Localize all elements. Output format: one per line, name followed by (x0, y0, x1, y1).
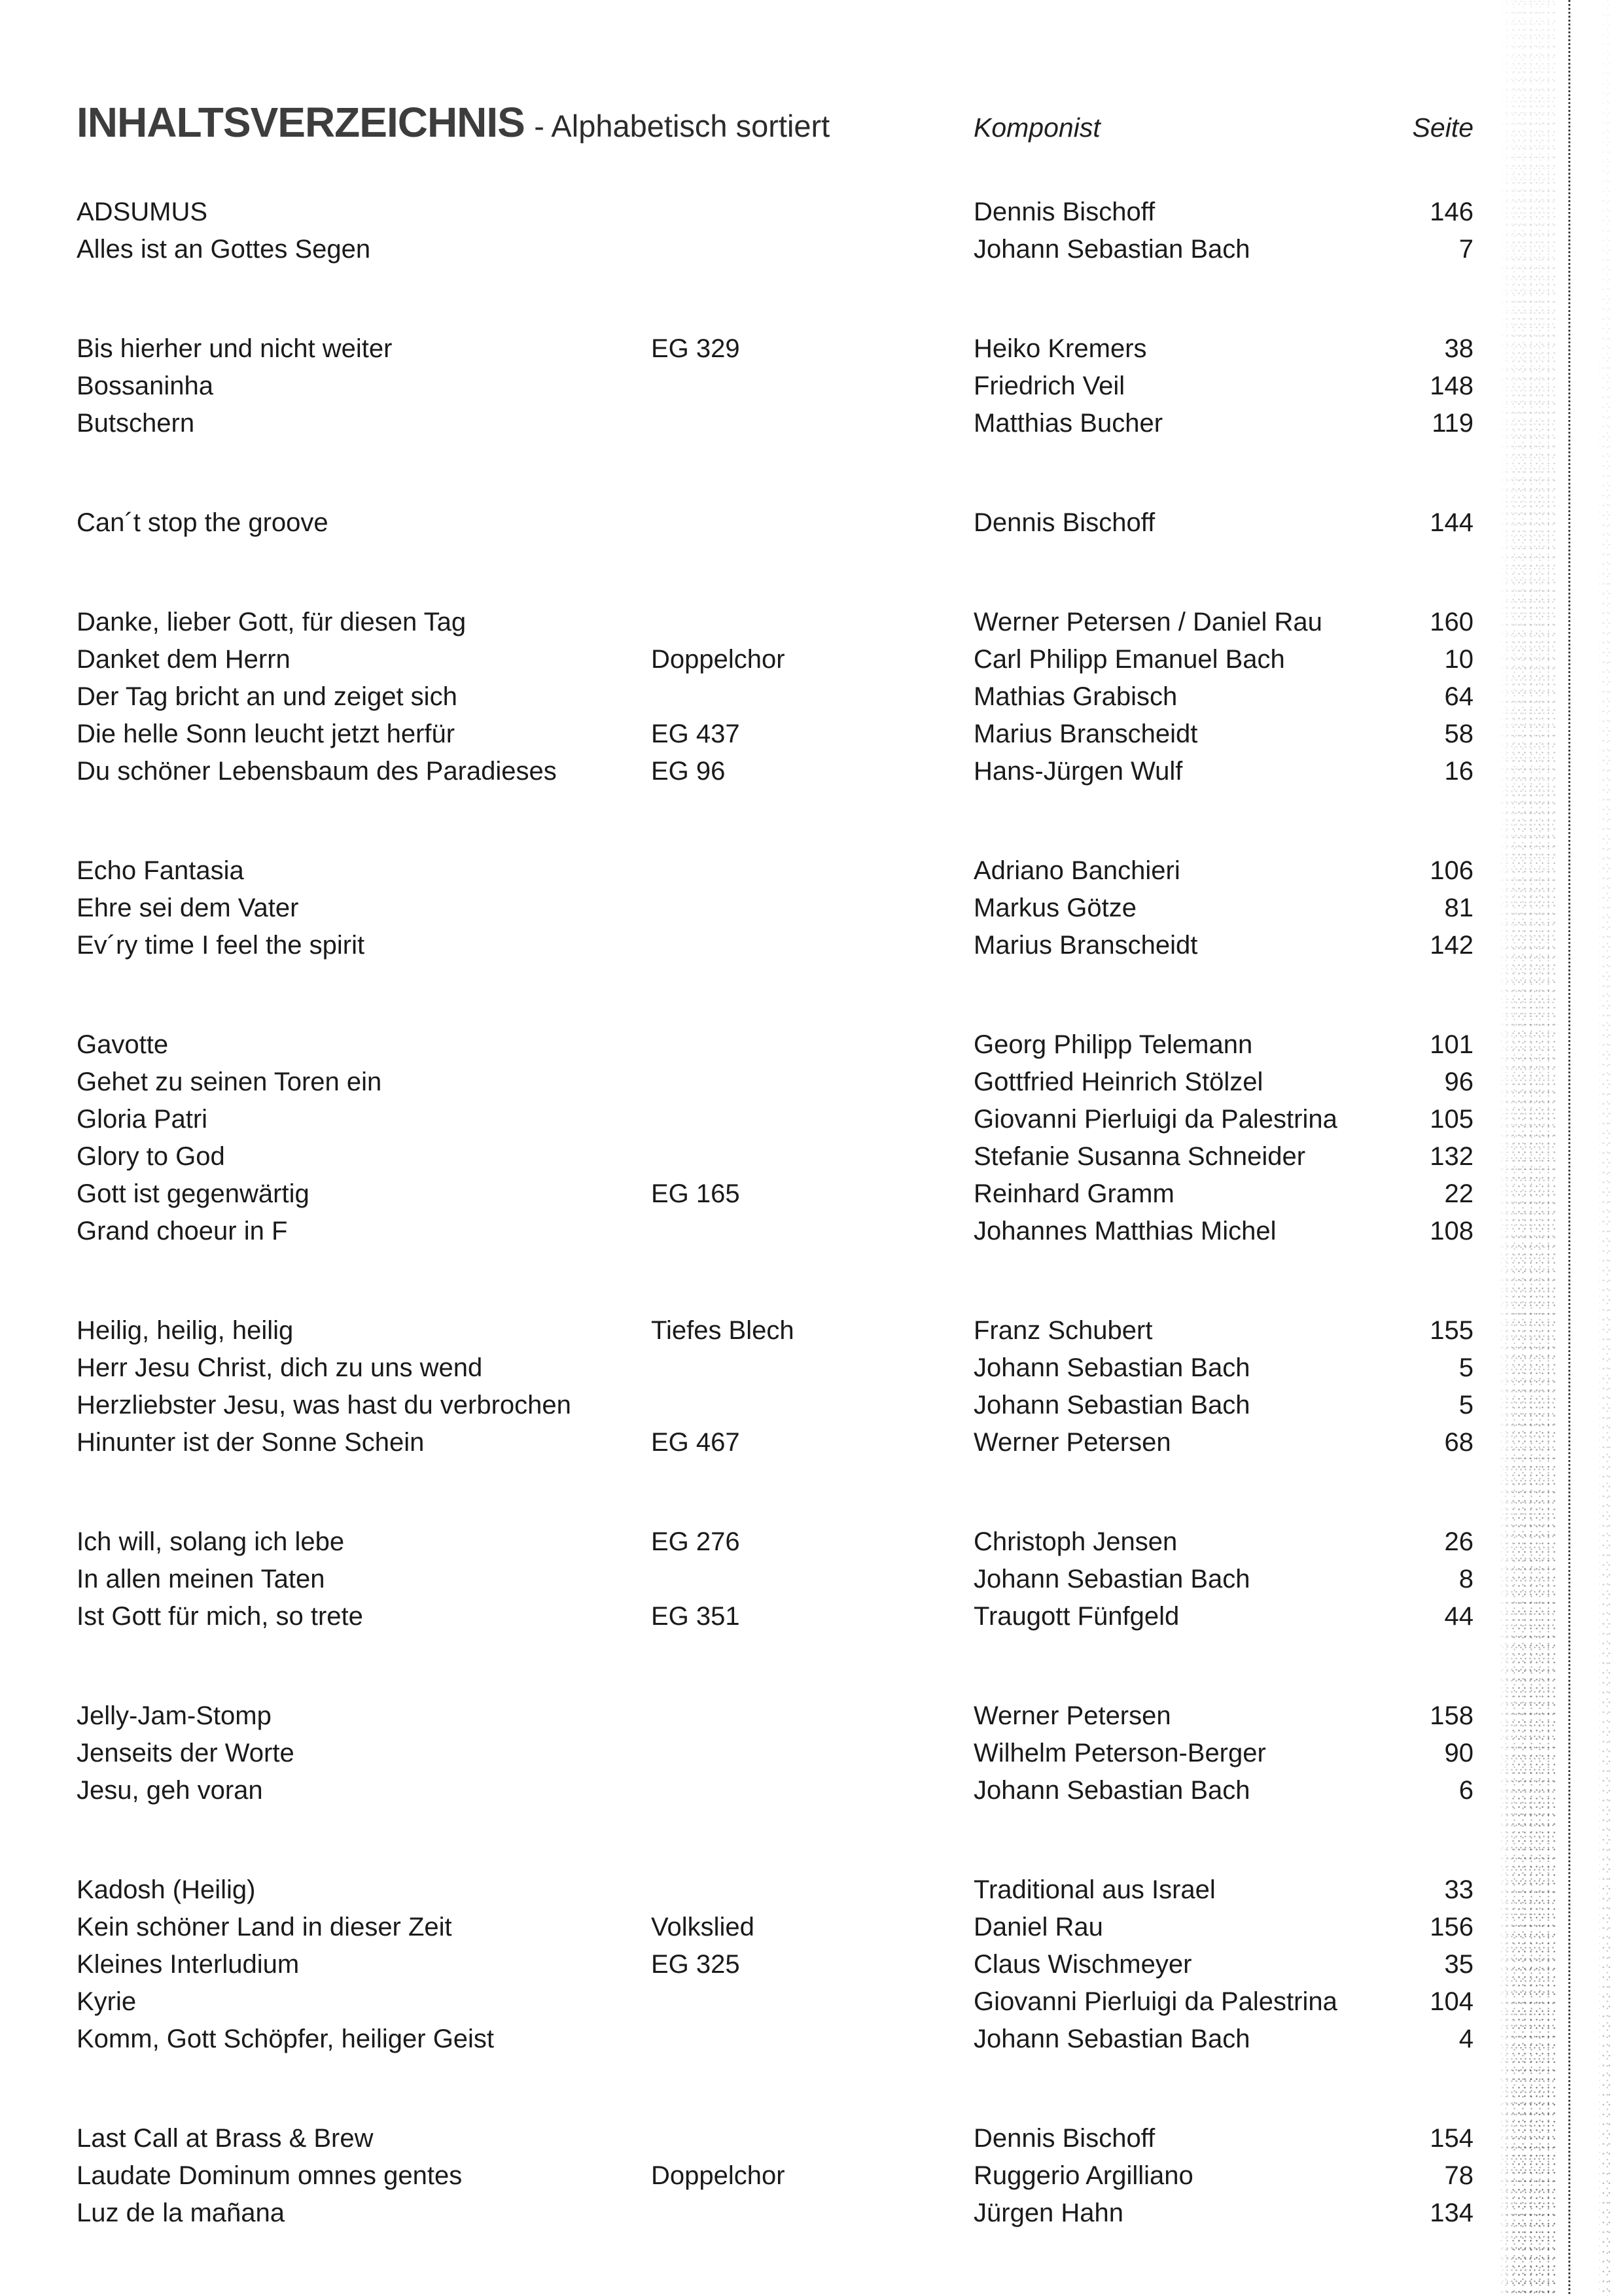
song-title: Last Call at Brass & Brew (77, 2124, 374, 2153)
toc-row (77, 368, 1474, 405)
song-title: Kein schöner Land in dieser Zeit (77, 1913, 452, 1941)
toc-row (77, 1523, 1474, 1561)
song-title: Gavotte (77, 1030, 169, 1059)
song-title: Ehre sei dem Vater (77, 894, 299, 922)
song-note (651, 1026, 974, 1064)
song-title: Gloria Patri (77, 1105, 208, 1134)
page-number: 26 (1444, 1527, 1474, 1556)
column-header-seite: Seite (1412, 113, 1474, 143)
toc-row (77, 1138, 1474, 1175)
scan-noise-band-2 (1599, 0, 1612, 2296)
page-number: 5 (1458, 1353, 1474, 1382)
song-title: Die helle Sonn leucht jetzt herfür (77, 720, 455, 748)
toc-row (77, 1697, 1474, 1735)
page-number: 38 (1444, 334, 1474, 363)
page-number: 16 (1444, 757, 1474, 786)
composer-name: Christoph Jensen (974, 1527, 1178, 1556)
song-title: Grand choeur in F (77, 1217, 288, 1245)
composer-name: Johann Sebastian Bach (974, 1391, 1250, 1419)
song-title: Du schöner Lebensbaum des Paradieses (77, 757, 557, 786)
song-note (651, 2195, 974, 2232)
toc-group (77, 330, 1474, 442)
page-number: 106 (1430, 856, 1474, 885)
song-title: Ich will, solang ich lebe (77, 1527, 345, 1556)
toc-row (77, 1387, 1474, 1424)
song-title: Hinunter ist der Sonne Schein (77, 1428, 425, 1457)
song-note: EG 165 (651, 1179, 740, 1208)
toc-row (77, 1424, 1474, 1461)
song-title: Der Tag bricht an und zeiget sich (77, 682, 457, 711)
toc-group (77, 1871, 1474, 2058)
song-title: Bis hierher und nicht weiter (77, 334, 393, 363)
page-number: 108 (1430, 1217, 1474, 1245)
song-note (651, 1387, 974, 1424)
toc-row (77, 1175, 1474, 1213)
composer-name: Werner Petersen / Daniel Rau (974, 608, 1322, 636)
song-note: Doppelchor (651, 2161, 785, 2190)
song-title: Gott ist gegenwärtig (77, 1179, 309, 1208)
composer-name: Jürgen Hahn (974, 2199, 1124, 2227)
toc-row (77, 641, 1474, 678)
toc-row (77, 678, 1474, 716)
page-number: 104 (1430, 1987, 1474, 2016)
page-number: 142 (1430, 931, 1474, 960)
song-note: Tiefes Blech (651, 1316, 794, 1345)
song-note: EG 351 (651, 1602, 740, 1631)
toc-list (77, 194, 1474, 2232)
song-title: Herzliebster Jesu, was hast du verbrochen (77, 1391, 571, 1419)
composer-name: Daniel Rau (974, 1913, 1103, 1941)
song-title: Heilig, heilig, heilig (77, 1316, 294, 1345)
page-number: 119 (1432, 409, 1474, 438)
toc-group (77, 852, 1474, 964)
song-title: ADSUMUS (77, 198, 208, 226)
toc-row (77, 927, 1474, 964)
composer-name: Werner Petersen (974, 1428, 1171, 1457)
song-note: EG 325 (651, 1950, 740, 1979)
toc-group (77, 2120, 1474, 2232)
composer-name: Giovanni Pierluigi da Palestrina (974, 1987, 1337, 2016)
toc-row (77, 1946, 1474, 1983)
page-number: 105 (1430, 1105, 1474, 1134)
composer-name: Georg Philipp Telemann (974, 1030, 1253, 1059)
toc-group (77, 1026, 1474, 1250)
toc-row (77, 2120, 1474, 2157)
toc-group (77, 1697, 1474, 1809)
song-note (651, 852, 974, 890)
title-text: INHALTSVERZEICHNIS (77, 99, 525, 146)
composer-name: Stefanie Susanna Schneider (974, 1142, 1306, 1171)
page-number: 146 (1430, 198, 1474, 226)
page-number: 90 (1444, 1739, 1474, 1767)
composer-name: Franz Schubert (974, 1316, 1153, 1345)
composer-name: Dennis Bischoff (974, 2124, 1156, 2153)
toc-content (77, 98, 1474, 2232)
composer-name: Marius Branscheidt (974, 720, 1198, 748)
song-title: Jenseits der Worte (77, 1739, 294, 1767)
song-title: Butschern (77, 409, 195, 438)
song-note: Volkslied (651, 1913, 754, 1941)
song-title: Can´t stop the groove (77, 508, 328, 537)
page-number: 7 (1458, 235, 1474, 264)
song-title: Bossaninha (77, 372, 214, 400)
song-note (651, 368, 974, 405)
song-title: Echo Fantasia (77, 856, 244, 885)
page-number: 44 (1444, 1602, 1474, 1631)
toc-row (77, 1909, 1474, 1946)
page-number: 4 (1458, 2025, 1474, 2053)
toc-row (77, 1735, 1474, 1772)
toc-row (77, 753, 1474, 790)
composer-name: Traditional aus Israel (974, 1875, 1216, 1904)
song-title: Kleines Interludium (77, 1950, 300, 1979)
song-title: Komm, Gott Schöpfer, heiliger Geist (77, 2025, 495, 2053)
song-note: EG 96 (651, 757, 726, 786)
song-title: Gehet zu seinen Toren ein (77, 1068, 382, 1096)
toc-row (77, 330, 1474, 368)
toc-row (77, 2157, 1474, 2195)
page-number: 58 (1444, 720, 1474, 748)
song-note: EG 467 (651, 1428, 740, 1457)
toc-row (77, 1349, 1474, 1387)
song-note (651, 2021, 974, 2058)
song-title: Ist Gott für mich, so trete (77, 1602, 363, 1631)
toc-row (77, 890, 1474, 927)
song-note (651, 927, 974, 964)
song-title: Ev´ry time I feel the spirit (77, 931, 365, 960)
song-title: Alles ist an Gottes Segen (77, 235, 371, 264)
composer-name: Johann Sebastian Bach (974, 2025, 1250, 2053)
toc-group (77, 604, 1474, 790)
song-note (651, 678, 974, 716)
composer-name: Gottfried Heinrich Stölzel (974, 1068, 1263, 1096)
toc-row (77, 1871, 1474, 1909)
page-number: 96 (1444, 1068, 1474, 1096)
page-number: 64 (1444, 682, 1474, 711)
page-number: 35 (1444, 1950, 1474, 1979)
toc-row (77, 1026, 1474, 1064)
song-note (651, 1101, 974, 1138)
subtitle-text: - Alphabetisch sortiert (534, 109, 830, 143)
toc-group (77, 1523, 1474, 1635)
composer-name: Werner Petersen (974, 1701, 1171, 1730)
song-title: Danke, lieber Gott, für diesen Tag (77, 608, 467, 636)
composer-name: Johann Sebastian Bach (974, 1353, 1250, 1382)
song-title: Danket dem Herrn (77, 645, 291, 674)
song-note: Doppelchor (651, 645, 785, 674)
song-note (651, 890, 974, 927)
page-title (77, 98, 974, 147)
toc-row (77, 852, 1474, 890)
toc-row (77, 231, 1474, 268)
composer-name: Claus Wischmeyer (974, 1950, 1192, 1979)
song-title: Herr Jesu Christ, dich zu uns wend (77, 1353, 483, 1382)
toc-group (77, 504, 1474, 542)
scan-noise-band (1498, 0, 1556, 2296)
toc-group (77, 1312, 1474, 1461)
song-note (651, 1871, 974, 1909)
composer-name: Friedrich Veil (974, 372, 1125, 400)
page-number: 81 (1444, 894, 1474, 922)
song-title: Jelly-Jam-Stomp (77, 1701, 272, 1730)
toc-header (77, 98, 1474, 147)
song-note (651, 604, 974, 641)
composer-name: Johann Sebastian Bach (974, 1776, 1250, 1805)
song-note (651, 2120, 974, 2157)
composer-name: Traugott Fünfgeld (974, 1602, 1180, 1631)
composer-name: Hans-Jürgen Wulf (974, 757, 1183, 786)
column-header-komponist: Komponist (974, 113, 1101, 143)
toc-row (77, 1101, 1474, 1138)
composer-name: Dennis Bischoff (974, 198, 1156, 226)
composer-name: Heiko Kremers (974, 334, 1147, 363)
song-title: Kadosh (Heilig) (77, 1875, 256, 1904)
song-note (651, 405, 974, 442)
page-number: 158 (1430, 1701, 1474, 1730)
composer-name: Dennis Bischoff (974, 508, 1156, 537)
composer-name: Ruggerio Argilliano (974, 2161, 1193, 2190)
composer-name: Johannes Matthias Michel (974, 1217, 1277, 1245)
composer-name: Giovanni Pierluigi da Palestrina (974, 1105, 1337, 1134)
song-title: In allen meinen Taten (77, 1565, 325, 1593)
song-note (651, 1735, 974, 1772)
page-number: 101 (1430, 1030, 1474, 1059)
composer-name: Wilhelm Peterson-Berger (974, 1739, 1266, 1767)
composer-name: Marius Branscheidt (974, 931, 1198, 960)
song-note (651, 504, 974, 542)
toc-row (77, 1772, 1474, 1809)
page-number: 155 (1430, 1316, 1474, 1345)
toc-row (77, 1561, 1474, 1598)
toc-row (77, 194, 1474, 231)
song-title: Glory to God (77, 1142, 225, 1171)
page-number: 22 (1444, 1179, 1474, 1208)
composer-name: Johann Sebastian Bach (974, 235, 1250, 264)
composer-name: Carl Philipp Emanuel Bach (974, 645, 1285, 674)
song-note (651, 1983, 974, 2021)
toc-row (77, 1598, 1474, 1635)
composer-name: Mathias Grabisch (974, 682, 1178, 711)
composer-name: Matthias Bucher (974, 409, 1163, 438)
song-note: EG 437 (651, 720, 740, 748)
toc-row (77, 504, 1474, 542)
composer-name: Adriano Banchieri (974, 856, 1180, 885)
page-number: 134 (1430, 2199, 1474, 2227)
page-number: 160 (1430, 608, 1474, 636)
song-title: Kyrie (77, 1987, 137, 2016)
page-number: 156 (1430, 1913, 1474, 1941)
composer-name: Johann Sebastian Bach (974, 1565, 1250, 1593)
song-note (651, 1213, 974, 1250)
song-note (651, 1138, 974, 1175)
composer-name: Markus Götze (974, 894, 1137, 922)
song-note (651, 1772, 974, 1809)
page-number: 154 (1430, 2124, 1474, 2153)
toc-row (77, 1213, 1474, 1250)
song-title: Luz de la mañana (77, 2199, 285, 2227)
toc-row (77, 1064, 1474, 1101)
song-note (651, 194, 974, 231)
page-number: 148 (1430, 372, 1474, 400)
song-note: EG 329 (651, 334, 740, 363)
song-title: Jesu, geh voran (77, 1776, 263, 1805)
page-number: 132 (1430, 1142, 1474, 1171)
page-number: 144 (1430, 508, 1474, 537)
song-note: EG 276 (651, 1527, 740, 1556)
song-note (651, 1561, 974, 1598)
toc-row (77, 716, 1474, 753)
song-note (651, 1349, 974, 1387)
page-number: 33 (1444, 1875, 1474, 1904)
toc-group (77, 194, 1474, 268)
toc-row (77, 1983, 1474, 2021)
toc-row (77, 2195, 1474, 2232)
song-note (651, 231, 974, 268)
scan-dotted-line (1568, 0, 1570, 2296)
page-number: 10 (1444, 645, 1474, 674)
page-number: 6 (1458, 1776, 1474, 1805)
page-number: 68 (1444, 1428, 1474, 1457)
toc-row (77, 2021, 1474, 2058)
page-number: 8 (1458, 1565, 1474, 1593)
page-number: 5 (1458, 1391, 1474, 1419)
toc-row (77, 405, 1474, 442)
page-number: 78 (1444, 2161, 1474, 2190)
toc-row (77, 1312, 1474, 1349)
song-title: Laudate Dominum omnes gentes (77, 2161, 463, 2190)
song-note (651, 1064, 974, 1101)
toc-row (77, 604, 1474, 641)
song-note (651, 1697, 974, 1735)
composer-name: Reinhard Gramm (974, 1179, 1174, 1208)
